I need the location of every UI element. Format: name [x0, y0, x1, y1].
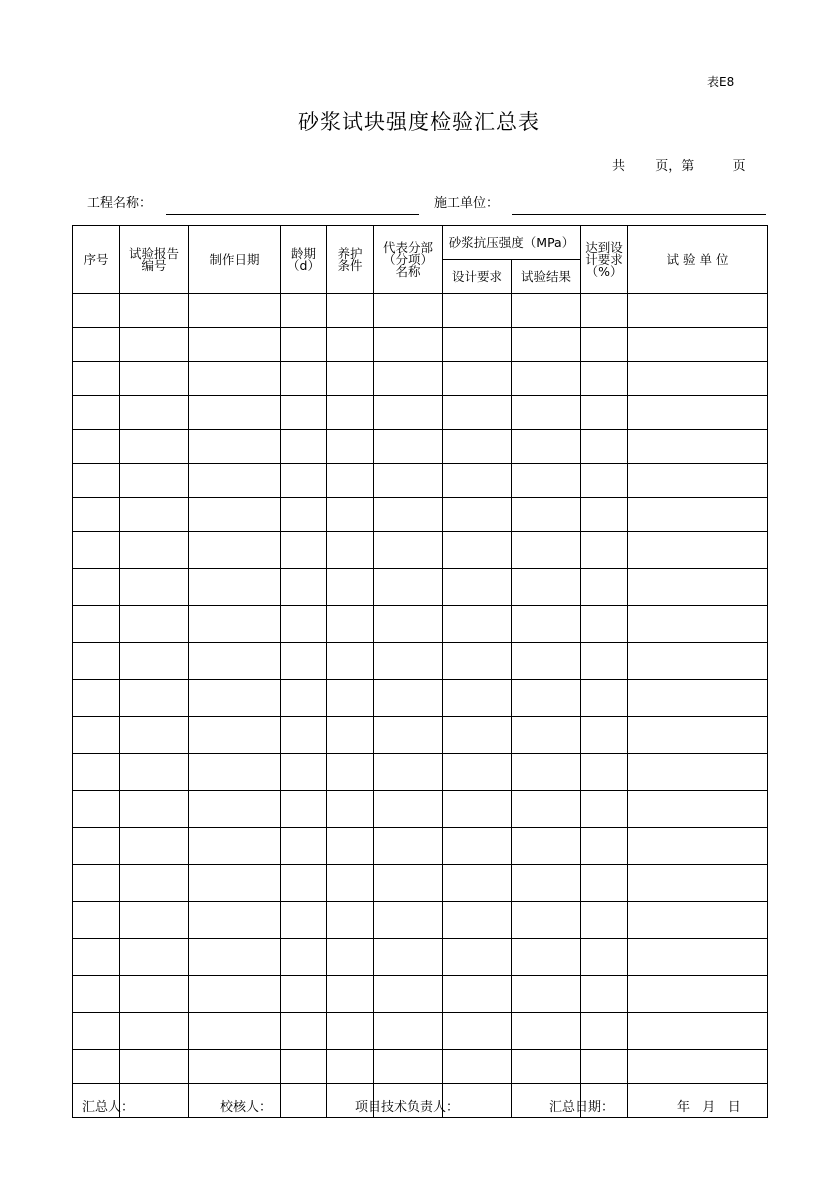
table-cell[interactable] — [189, 294, 281, 328]
table-cell[interactable] — [281, 362, 327, 396]
table-cell[interactable] — [327, 606, 374, 643]
table-cell[interactable] — [281, 902, 327, 939]
table-cell[interactable] — [581, 606, 628, 643]
table-cell[interactable] — [120, 939, 189, 976]
table-row — [73, 498, 768, 532]
table-cell[interactable] — [628, 464, 768, 498]
table-cell[interactable] — [189, 606, 281, 643]
table-cell[interactable] — [581, 939, 628, 976]
table-cell[interactable] — [73, 717, 120, 754]
table-cell[interactable] — [443, 1050, 512, 1084]
table-cell[interactable] — [327, 498, 374, 532]
header-strength-group: 砂浆抗压强度（MPa） — [443, 226, 581, 260]
table-cell[interactable] — [374, 902, 443, 939]
table-cell[interactable] — [281, 643, 327, 680]
table-cell[interactable] — [281, 828, 327, 865]
table-cell[interactable] — [512, 328, 581, 362]
table-cell[interactable] — [374, 569, 443, 606]
table-cell[interactable] — [327, 828, 374, 865]
table-cell[interactable] — [327, 754, 374, 791]
table-cell[interactable] — [512, 430, 581, 464]
header-percent: 达到设 计要求 （%） — [581, 226, 628, 294]
table-cell[interactable] — [120, 532, 189, 569]
tech-lead-label: 项目技术负责人： — [355, 1100, 460, 1115]
form-code: 表E8 — [707, 75, 735, 89]
table-cell[interactable] — [120, 717, 189, 754]
table-cell[interactable] — [120, 1050, 189, 1084]
table-cell[interactable] — [374, 396, 443, 430]
page-separator: 页，第 — [655, 159, 695, 174]
table-cell[interactable] — [281, 865, 327, 902]
table-cell[interactable] — [581, 902, 628, 939]
table-cell[interactable] — [120, 828, 189, 865]
table-row — [73, 902, 768, 939]
table-cell[interactable] — [73, 294, 120, 328]
table-cell[interactable] — [581, 680, 628, 717]
table-cell[interactable] — [628, 902, 768, 939]
table-cell[interactable] — [581, 754, 628, 791]
table-cell[interactable] — [281, 294, 327, 328]
table-cell[interactable] — [281, 754, 327, 791]
table-cell[interactable] — [281, 717, 327, 754]
table-cell[interactable] — [443, 430, 512, 464]
table-cell[interactable] — [327, 902, 374, 939]
table-cell[interactable] — [628, 328, 768, 362]
table-cell[interactable] — [327, 976, 374, 1013]
table-cell[interactable] — [581, 430, 628, 464]
page-title: 砂浆试块强度检验汇总表 — [298, 110, 540, 134]
page-count — [612, 155, 746, 174]
table-cell[interactable] — [628, 828, 768, 865]
table-row — [73, 464, 768, 498]
table-cell[interactable] — [374, 328, 443, 362]
table-cell[interactable] — [189, 791, 281, 828]
table-cell[interactable] — [581, 532, 628, 569]
table-cell[interactable] — [327, 717, 374, 754]
table-cell[interactable] — [73, 606, 120, 643]
table-row — [73, 362, 768, 396]
table-cell[interactable] — [73, 430, 120, 464]
table-cell[interactable] — [512, 1013, 581, 1050]
summarizer-label: 汇总人： — [82, 1100, 135, 1115]
table-header-row — [73, 226, 768, 260]
header-test-unit: 试 验 单 位 — [628, 226, 768, 294]
table-cell[interactable] — [581, 569, 628, 606]
table-cell[interactable] — [189, 498, 281, 532]
table-cell[interactable] — [189, 1050, 281, 1084]
table-cell[interactable] — [581, 791, 628, 828]
table-cell[interactable] — [512, 606, 581, 643]
table-cell[interactable] — [73, 791, 120, 828]
table-cell[interactable] — [189, 717, 281, 754]
table-cell[interactable] — [628, 1013, 768, 1050]
table-cell[interactable] — [374, 939, 443, 976]
table-cell[interactable] — [443, 606, 512, 643]
table-cell[interactable] — [581, 717, 628, 754]
page-suffix: 页 — [732, 159, 746, 174]
table-row — [73, 680, 768, 717]
table-cell[interactable] — [512, 464, 581, 498]
table-row — [73, 939, 768, 976]
table-cell[interactable] — [73, 532, 120, 569]
table-cell[interactable] — [628, 1050, 768, 1084]
table-cell[interactable] — [374, 643, 443, 680]
table-cell[interactable] — [443, 569, 512, 606]
table-cell[interactable] — [581, 1013, 628, 1050]
table-cell[interactable] — [443, 643, 512, 680]
table-cell[interactable] — [281, 1084, 327, 1118]
table-cell[interactable] — [628, 754, 768, 791]
table-cell[interactable] — [189, 902, 281, 939]
table-cell[interactable] — [120, 1013, 189, 1050]
table-cell[interactable] — [628, 606, 768, 643]
table-cell[interactable] — [512, 294, 581, 328]
table-cell[interactable] — [512, 396, 581, 430]
table-cell[interactable] — [120, 569, 189, 606]
table-cell[interactable] — [628, 680, 768, 717]
page-total-prefix: 共 — [612, 159, 626, 174]
table-cell[interactable] — [512, 643, 581, 680]
table-cell[interactable] — [512, 902, 581, 939]
table-cell[interactable] — [120, 396, 189, 430]
table-cell[interactable] — [120, 464, 189, 498]
table-row — [73, 294, 768, 328]
table-cell[interactable] — [73, 976, 120, 1013]
table-cell[interactable] — [443, 976, 512, 1013]
header-test-result: 试验结果 — [512, 260, 581, 294]
table-cell[interactable] — [189, 532, 281, 569]
table-cell[interactable] — [443, 362, 512, 396]
table-cell[interactable] — [327, 294, 374, 328]
table-cell[interactable] — [327, 328, 374, 362]
table-cell[interactable] — [628, 362, 768, 396]
table-cell[interactable] — [189, 362, 281, 396]
table-cell[interactable] — [189, 328, 281, 362]
table-cell[interactable] — [628, 717, 768, 754]
table-cell[interactable] — [73, 828, 120, 865]
table-cell[interactable] — [327, 865, 374, 902]
table-cell[interactable] — [512, 1050, 581, 1084]
table-cell[interactable] — [443, 396, 512, 430]
table-cell[interactable] — [443, 754, 512, 791]
table-cell[interactable] — [189, 939, 281, 976]
table-cell[interactable] — [512, 939, 581, 976]
table-cell[interactable] — [281, 606, 327, 643]
table-cell[interactable] — [374, 532, 443, 569]
table-row — [73, 865, 768, 902]
table-cell[interactable] — [628, 396, 768, 430]
table-row — [73, 791, 768, 828]
table-cell[interactable] — [374, 606, 443, 643]
table-cell[interactable] — [120, 430, 189, 464]
table-cell[interactable] — [327, 362, 374, 396]
table-cell[interactable] — [443, 717, 512, 754]
table-cell[interactable] — [628, 791, 768, 828]
table-cell[interactable] — [581, 362, 628, 396]
table-cell[interactable] — [327, 680, 374, 717]
table-cell[interactable] — [374, 976, 443, 1013]
table-cell[interactable] — [443, 791, 512, 828]
table-row — [73, 430, 768, 464]
table-cell[interactable] — [189, 430, 281, 464]
table-cell[interactable] — [281, 939, 327, 976]
table-cell[interactable] — [281, 328, 327, 362]
table-cell[interactable] — [581, 828, 628, 865]
table-cell[interactable] — [281, 464, 327, 498]
table-cell[interactable] — [73, 643, 120, 680]
table-cell[interactable] — [443, 828, 512, 865]
summary-table — [72, 225, 768, 1118]
table-cell[interactable] — [281, 430, 327, 464]
table-row — [73, 328, 768, 362]
header-part-name: 代表分部 （分项） 名称 — [374, 226, 443, 294]
table-cell[interactable] — [281, 569, 327, 606]
table-row — [73, 643, 768, 680]
header-seq: 序号 — [73, 226, 120, 294]
table-row — [73, 569, 768, 606]
table-cell[interactable] — [73, 464, 120, 498]
table-cell[interactable] — [327, 1013, 374, 1050]
table-cell[interactable] — [374, 754, 443, 791]
table-cell[interactable] — [443, 865, 512, 902]
table-row — [73, 1050, 768, 1084]
table-cell[interactable] — [120, 791, 189, 828]
table-cell[interactable] — [189, 754, 281, 791]
table-cell[interactable] — [581, 294, 628, 328]
table-cell[interactable] — [374, 865, 443, 902]
table-cell[interactable] — [581, 1050, 628, 1084]
construction-unit-field[interactable] — [512, 214, 766, 215]
table-cell[interactable] — [327, 643, 374, 680]
table-cell[interactable] — [512, 976, 581, 1013]
table-cell[interactable] — [73, 328, 120, 362]
table-cell[interactable] — [628, 498, 768, 532]
table-row — [73, 976, 768, 1013]
table-cell[interactable] — [189, 569, 281, 606]
table-cell[interactable] — [443, 328, 512, 362]
table-cell[interactable] — [327, 791, 374, 828]
project-name-field[interactable] — [166, 214, 419, 215]
table-cell[interactable] — [512, 680, 581, 717]
table-cell[interactable] — [120, 680, 189, 717]
table-cell[interactable] — [281, 976, 327, 1013]
table-cell[interactable] — [73, 680, 120, 717]
table-cell[interactable] — [73, 865, 120, 902]
table-cell[interactable] — [628, 976, 768, 1013]
table-cell[interactable] — [581, 464, 628, 498]
table-cell[interactable] — [374, 1050, 443, 1084]
table-cell[interactable] — [374, 294, 443, 328]
summary-date-units: 年 月 日 — [677, 1100, 741, 1115]
table-cell[interactable] — [512, 362, 581, 396]
table-cell[interactable] — [374, 498, 443, 532]
table-row — [73, 754, 768, 791]
table-cell[interactable] — [443, 294, 512, 328]
table-cell[interactable] — [374, 1013, 443, 1050]
table-cell[interactable] — [512, 791, 581, 828]
header-curing: 养护 条件 — [327, 226, 374, 294]
table-cell[interactable] — [581, 865, 628, 902]
table-cell[interactable] — [327, 532, 374, 569]
table-cell[interactable] — [73, 939, 120, 976]
table-cell[interactable] — [327, 430, 374, 464]
header-design-req: 设计要求 — [443, 260, 512, 294]
table-cell[interactable] — [120, 328, 189, 362]
table-cell[interactable] — [120, 606, 189, 643]
table-cell[interactable] — [281, 1050, 327, 1084]
table-row — [73, 396, 768, 430]
table-cell[interactable] — [120, 754, 189, 791]
table-cell[interactable] — [443, 498, 512, 532]
table-cell[interactable] — [73, 569, 120, 606]
table-cell[interactable] — [281, 396, 327, 430]
table-cell[interactable] — [628, 430, 768, 464]
table-row — [73, 828, 768, 865]
table-cell[interactable] — [189, 828, 281, 865]
table-row — [73, 606, 768, 643]
table-cell[interactable] — [581, 498, 628, 532]
table-cell[interactable] — [512, 498, 581, 532]
table-cell[interactable] — [327, 569, 374, 606]
table-cell[interactable] — [189, 643, 281, 680]
table-row — [73, 1013, 768, 1050]
table-cell[interactable] — [281, 680, 327, 717]
table-cell[interactable] — [443, 680, 512, 717]
table-cell[interactable] — [581, 643, 628, 680]
construction-unit-label: 施工单位： — [434, 196, 500, 211]
table-row — [73, 532, 768, 569]
table-cell[interactable] — [628, 532, 768, 569]
table-cell[interactable] — [281, 1013, 327, 1050]
table-cell[interactable] — [628, 294, 768, 328]
table-cell[interactable] — [189, 680, 281, 717]
table-cell[interactable] — [443, 532, 512, 569]
table-cell[interactable] — [73, 902, 120, 939]
table-cell[interactable] — [374, 362, 443, 396]
table-cell[interactable] — [443, 939, 512, 976]
table-cell[interactable] — [281, 791, 327, 828]
table-cell[interactable] — [374, 828, 443, 865]
table-cell[interactable] — [73, 362, 120, 396]
table-cell[interactable] — [443, 902, 512, 939]
table-cell[interactable] — [327, 464, 374, 498]
table-cell[interactable] — [189, 976, 281, 1013]
table-row — [73, 717, 768, 754]
table-cell[interactable] — [512, 569, 581, 606]
table-cell[interactable] — [374, 791, 443, 828]
table-cell[interactable] — [512, 828, 581, 865]
table-cell[interactable] — [374, 680, 443, 717]
header-make-date: 制作日期 — [189, 226, 281, 294]
table-cell[interactable] — [327, 1050, 374, 1084]
table-cell[interactable] — [512, 717, 581, 754]
table-cell[interactable] — [281, 532, 327, 569]
table-cell[interactable] — [581, 396, 628, 430]
table-cell[interactable] — [189, 396, 281, 430]
table-cell[interactable] — [512, 754, 581, 791]
table-cell[interactable] — [628, 865, 768, 902]
table-cell[interactable] — [581, 328, 628, 362]
table-cell[interactable] — [120, 498, 189, 532]
table-cell[interactable] — [628, 569, 768, 606]
summary-date-label: 汇总日期： — [549, 1100, 615, 1115]
table-cell[interactable] — [73, 396, 120, 430]
table-cell[interactable] — [374, 430, 443, 464]
table-cell[interactable] — [443, 1013, 512, 1050]
table-cell[interactable] — [120, 643, 189, 680]
table-cell[interactable] — [120, 976, 189, 1013]
table-cell[interactable] — [120, 294, 189, 328]
table-cell[interactable] — [327, 396, 374, 430]
header-report-no: 试验报告 编号 — [120, 226, 189, 294]
table-cell[interactable] — [120, 902, 189, 939]
table-cell[interactable] — [73, 498, 120, 532]
checker-label: 校核人： — [220, 1100, 273, 1115]
table-cell[interactable] — [374, 464, 443, 498]
table-cell[interactable] — [374, 717, 443, 754]
table-cell[interactable] — [512, 865, 581, 902]
table-cell[interactable] — [120, 362, 189, 396]
header-age: 龄期 （d） — [281, 226, 327, 294]
table-cell[interactable] — [189, 865, 281, 902]
table-cell[interactable] — [281, 498, 327, 532]
table-cell[interactable] — [73, 1050, 120, 1084]
table-cell[interactable] — [512, 532, 581, 569]
table-cell[interactable] — [628, 939, 768, 976]
table-cell[interactable] — [327, 939, 374, 976]
table-cell[interactable] — [120, 865, 189, 902]
table-cell[interactable] — [73, 754, 120, 791]
table-cell[interactable] — [189, 464, 281, 498]
table-cell[interactable] — [628, 643, 768, 680]
table-cell[interactable] — [189, 1013, 281, 1050]
table-cell[interactable] — [443, 464, 512, 498]
table-cell[interactable] — [581, 976, 628, 1013]
project-name-label: 工程名称： — [87, 196, 153, 211]
table-cell[interactable] — [73, 1013, 120, 1050]
